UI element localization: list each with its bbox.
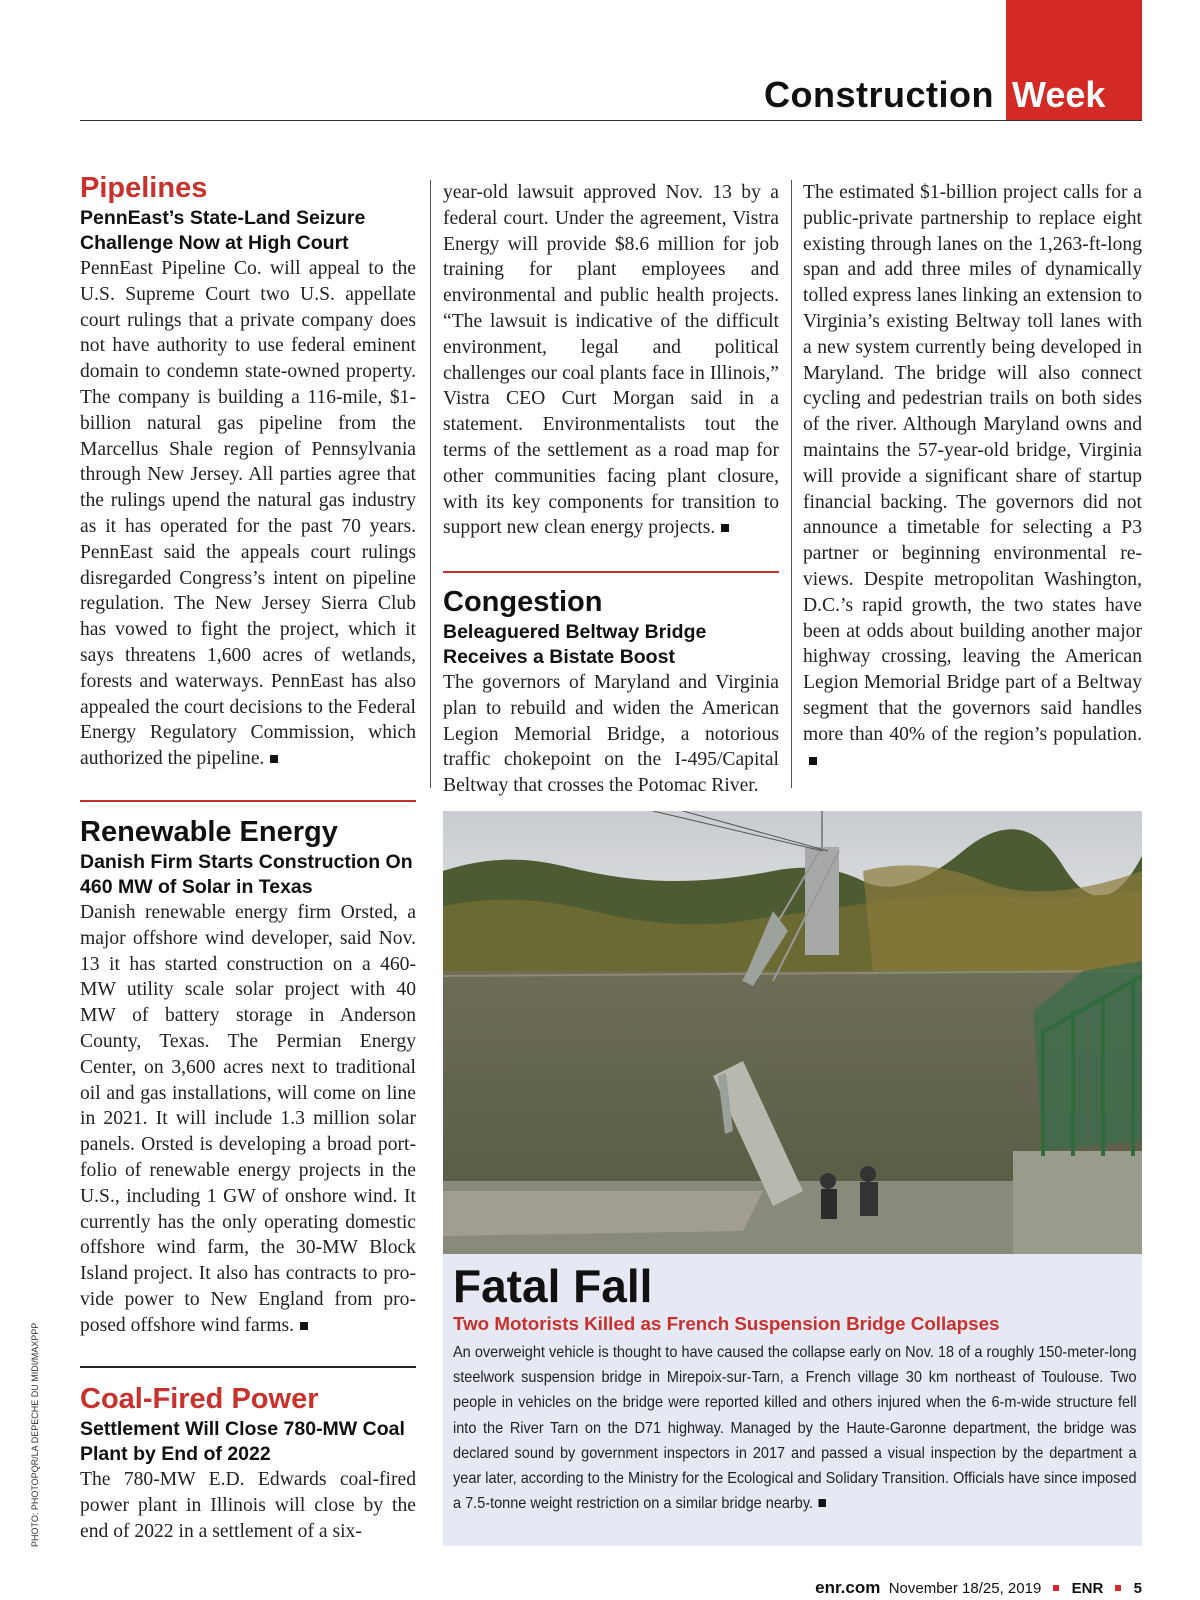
footer-site: enr.com xyxy=(815,1578,881,1597)
column-rule xyxy=(430,180,431,788)
footer-separator xyxy=(1053,1585,1059,1591)
article-renewable xyxy=(80,816,416,1339)
photo-illustration xyxy=(443,811,1142,1254)
section-title-pipelines: Pipelines xyxy=(80,172,208,204)
section-divider xyxy=(443,571,779,573)
section-title-congestion: Congestion xyxy=(443,586,603,618)
article-coal xyxy=(80,1383,416,1544)
body-pipelines: PennEast Pipeline Co. will appeal to the U.S. Supreme Court two U.S. appellate court rulings that a private company does not have authority to use federal eminent domain to condemn state-owned property. The company is building a 116-mile, $1-billion natural gas pipeline from the Marcellus Shale region of Pennsylvania through New Jersey. All parties agree that the rulings upend the natural gas industry as it has operated for the past 70 years. PennEast said the appeals court rulings disregarded Congress’s intent on pipeline regulation. The New Jersey Sierra Club has vowed to fight the project, which it says threatens 1,600 acres of wetlands, forests and waterways. PennEast has also appealed the court decisions to the Federal Energy Regulatory Commission, which authorized the pipeline. xyxy=(80,258,416,770)
end-mark xyxy=(819,1499,826,1507)
photo-credit: PHOTO: PHOTOPQR/LA DEPECHE DU MIDI/MAXPPP xyxy=(30,1322,40,1547)
bridge-collapse-photo xyxy=(443,811,1142,1254)
footer-date: November 18/25, 2019 xyxy=(888,1580,1042,1597)
section-title-renewable: Renewable Energy xyxy=(80,816,338,848)
header-rule xyxy=(80,120,1142,121)
end-mark xyxy=(809,757,817,765)
body-congestion-start: The governors of Maryland and Virginia plan to rebuild and widen the American Legion Memorial Bridge, a notorious traffic chokepoint on the I-495/Capital Beltway that crosses the Potomac River. xyxy=(443,672,779,797)
page-footer xyxy=(815,1578,1142,1598)
header-title-construction: Construction xyxy=(764,74,994,115)
section-divider xyxy=(80,800,416,802)
section-divider xyxy=(80,1366,416,1368)
end-mark xyxy=(270,755,278,763)
body-congestion-cont: The estimated $1-billion project calls for a public-private partnership to replace eight existing through lanes on the 1,263-ft-long span and add three miles of dynamically tolled express lanes linking an extension to Virginia’s existing Beltway toll lanes with a new system currently being developed in Maryland. The bridge will also connect cycling and pedestrian trails on both sides of the river. Although Maryland owns and maintains the 57-year-old bridge, Virginia will provide a significant share of startup financial backing. The governors did not announce a timetable for selecting a P3 partner or beginning environmental reviews. Despite metropolitan Washington, D.C.’s rapid growth, the two states have been at odds about building another major highway crossing, leaving the American Legion Memorial Bridge part of a Beltway segment that the governors said handles more than 40% of the region’s population. xyxy=(803,180,1142,773)
feature-body: An overweight vehicle is thought to have caused the collapse early on Nov. 18 of a roughly 150-meter-long steelwork suspension bridge in Mirepoix-sur-Tarn, a French village 30 km northeast of Toulouse. Two people in vehicles on the bridge were reported killed and others injured when the 6-m-wide structure fell into the River Tarn on the D71 highway. Managed by the Haute-Garonne department, the bridge was declared sound by government inspectors in 2017 and passed a visual inspection by the department a year later, according to the Ministry for the Ecological and Solidary Transition. Officials have since imposed a 7.5-tonne weight restriction on a similar bridge nearby. xyxy=(453,1344,1137,1513)
end-mark xyxy=(721,524,729,532)
headline-renewable: Danish Firm Starts Construction On 460 MW of Solar in Texas xyxy=(80,851,413,898)
body-coal-cont: year-old lawsuit approved Nov. 13 by a federal court. Under the agreement, Vistra Energy will provide $8.6 million for job training for plant employees and environmental and public health projects. “The lawsuit is indicative of the difficult environment, legal and political challenges our coal plants face in Illinois,” Vistra CEO Curt Morgan said in a statement. Environmentalists tout the terms of the settlement as a road map for other communities facing plant closure, with its key components for transition to support new clean energy projects. xyxy=(443,182,779,539)
body-renewable: Danish renewable energy firm Orsted, a major offshore wind developer, said Nov. 13 it has started construction on a 460-MW utility scale solar project with 40 MW of battery storage in Anderson County, Texas. The Permian Energy Center, on 3,600 acres next to traditional oil and gas installations, will come on line in 2021. It will include 1.3 million solar panels. Orsted is developing a broad portfolio of renewable energy projects in the U.S., including 1 GW of onshore wind. It currently has the only operating domestic offshore wind farm, the 30-MW Block Island project. It also has contracts to provide power to New England from proposed offshore wind farms. xyxy=(80,902,416,1336)
body-coal-start: The 780-MW E.D. Edwards coal-fired power plant in Illinois will close by the end of 2022 in a settlement of a six- xyxy=(80,1469,416,1542)
header-title-week: Week xyxy=(1012,74,1106,115)
headline-coal: Settlement Will Close 780-MW Coal Plant by End of 2022 xyxy=(80,1418,405,1465)
column-rule xyxy=(791,180,792,788)
feature-subtitle: Two Motorists Killed as French Suspension Bridge Collapses xyxy=(453,1313,1000,1334)
footer-page-number: 5 xyxy=(1133,1580,1142,1597)
article-congestion-continued xyxy=(803,180,1142,773)
footer-separator xyxy=(1115,1585,1121,1591)
feature-title: Fatal Fall xyxy=(453,1260,653,1312)
article-coal-continued xyxy=(443,180,779,541)
article-congestion xyxy=(443,586,779,799)
feature-caption-box xyxy=(443,1254,1142,1546)
headline-pipelines: PennEast’s State-Land Seizure Challenge Now at High Court xyxy=(80,207,366,254)
headline-congestion: Beleaguered Beltway Bridge Receives a Bistate Boost xyxy=(443,621,707,668)
end-mark xyxy=(300,1322,308,1330)
footer-brand: ENR xyxy=(1071,1580,1104,1597)
section-title-coal: Coal-Fired Power xyxy=(80,1383,319,1415)
article-pipelines xyxy=(80,172,416,772)
